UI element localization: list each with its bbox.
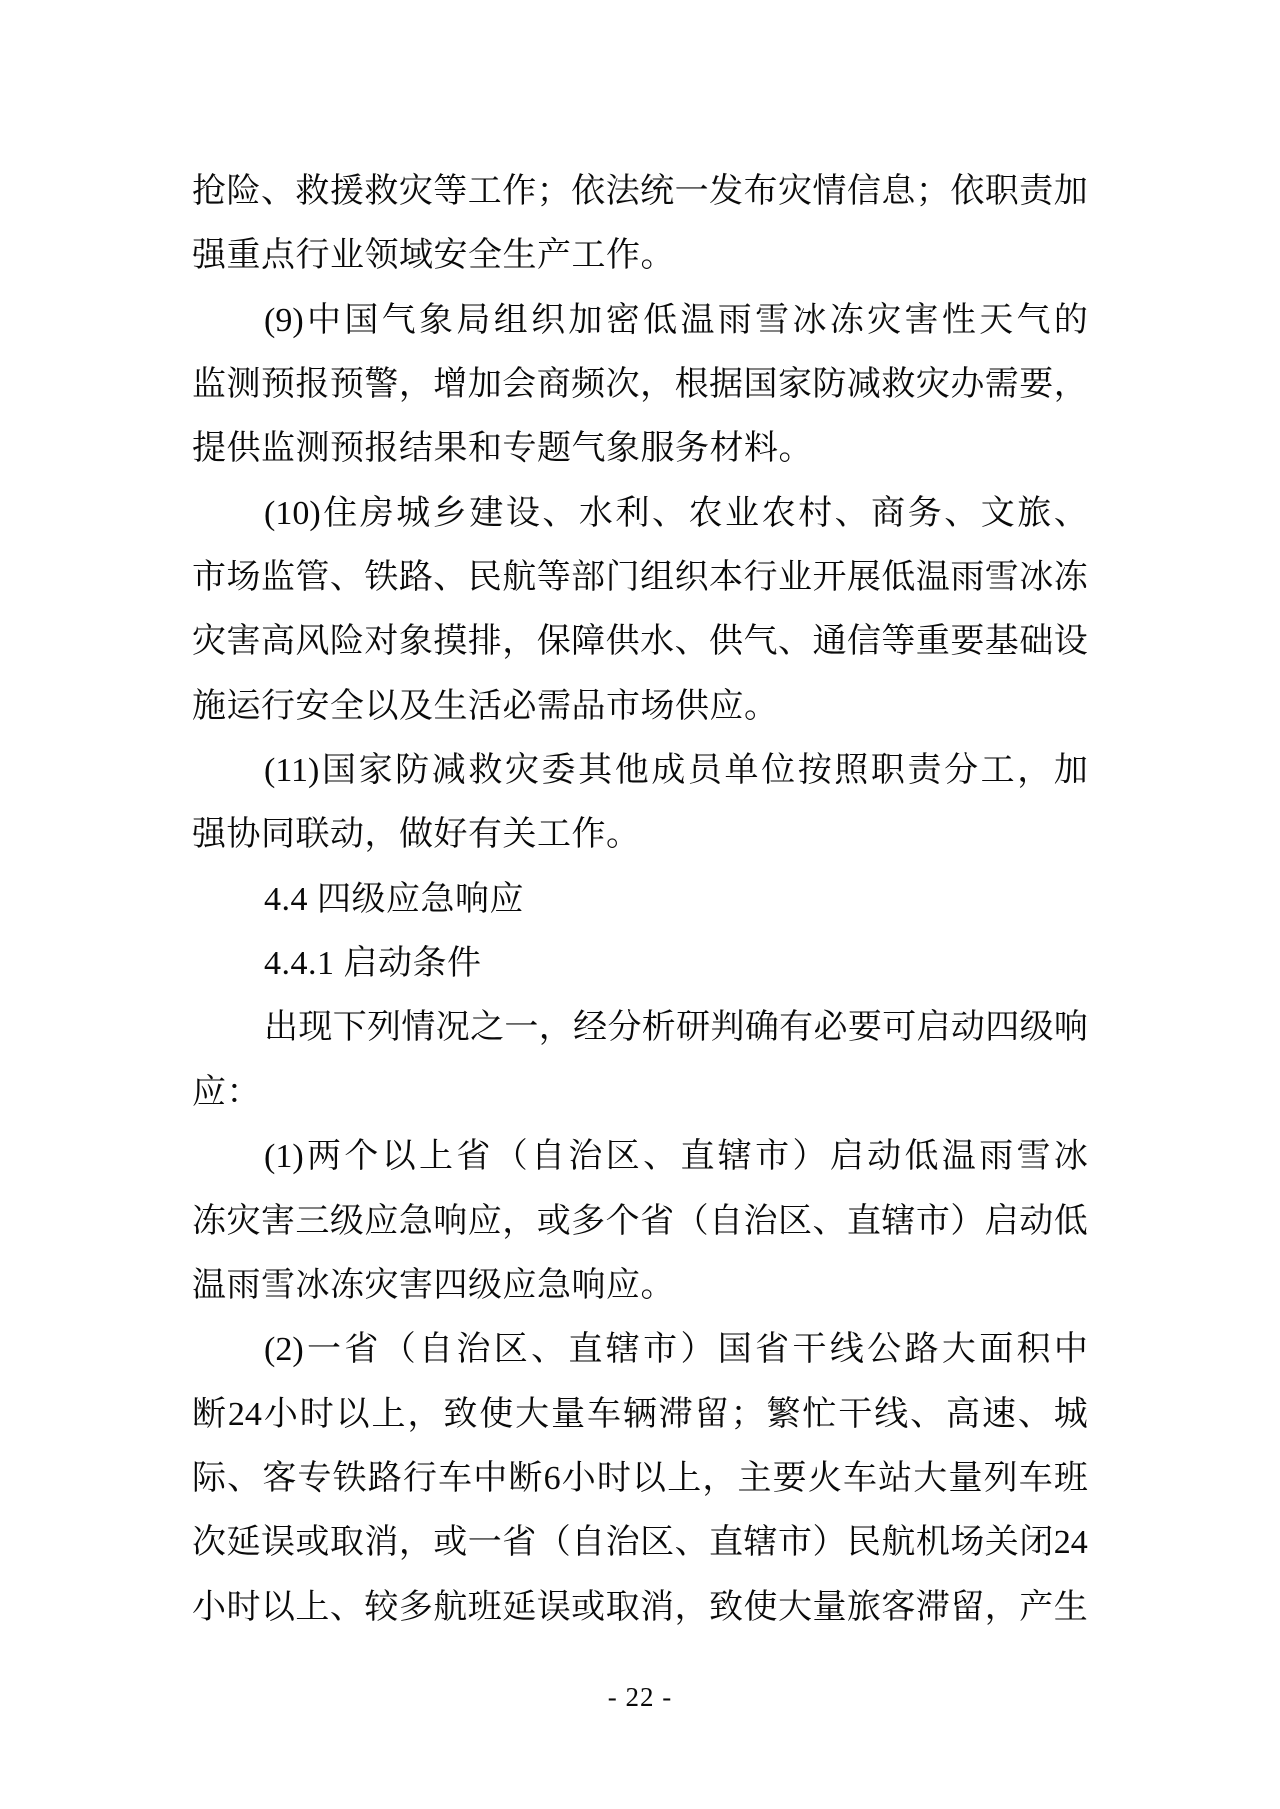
text-line: 出 现 下 列 情 况 之 一 ， 经 分 析 研 判 确 有 必 要 可 启 动 四 级 响 — [264, 1009, 1088, 1047]
text-line: 4.4.1 启动条件 — [264, 945, 482, 983]
text-line: 冻 灾 害 三 级 应 急 响 应 ， 或 多 个 省 （ 自 治 区 、 直 辖 市 ） 启 动 低 — [192, 1202, 1088, 1240]
document-body — [192, 160, 1088, 1640]
text-line: 断 24 小 时 以 上 ， 致 使 大 量 车 辆 滞 留 ； 繁 忙 干 线 、 高 速 、 城 — [192, 1395, 1088, 1433]
text-line: 4.4 四级应急响应 — [264, 880, 524, 918]
text-line: 提供监测预报结果和专题气象服务材料。 — [192, 430, 813, 468]
text-line: 际 、 客 专 铁 路 行 车 中 断 6 小 时 以 上 ， 主 要 火 车 站 大 量 列 车 班 — [192, 1459, 1088, 1497]
page-number: - 22 - — [607, 1682, 673, 1712]
text-line: 灾 害 高 风 险 对 象 摸 排 ， 保 障 供 水 、 供 气 、 通 信 等 重 要 基 础 设 — [192, 623, 1088, 661]
text-line: (10) 住 房 城 乡 建 设 、 水 利 、 农 业 农 村 、 商 务 、 文 旅 、 — [264, 494, 1088, 532]
text-line: 监 测 预 报 预 警 ， 增 加 会 商 频 次 ， 根 据 国 家 防 减 救 灾 办 需 要 ， — [192, 366, 1088, 404]
text-line: 应： — [192, 1073, 261, 1111]
text-line: 市 场 监 管 、 铁 路 、 民 航 等 部 门 组 织 本 行 业 开 展 低 温 雨 雪 冰 冻 — [192, 559, 1088, 597]
text-line: 温雨雪冰冻灾害四级应急响应。 — [192, 1266, 675, 1304]
text-line: 抢 险 、 救 援 救 灾 等 工 作 ； 依 法 统 一 发 布 灾 情 信 息 ； 依 职 责 加 — [192, 173, 1088, 210]
text-line: 强重点行业领域安全生产工作。 — [192, 237, 675, 275]
text-line: (9) 中 国 气 象 局 组 织 加 密 低 温 雨 雪 冰 冻 灾 害 性 天 气 的 — [264, 301, 1088, 339]
text-line: 次 延 误 或 取 消 ， 或 一 省 （ 自 治 区 、 直 辖 市 ） 民 航 机 场 关 闭 24 — [192, 1524, 1088, 1562]
text-line: 小 时 以 上 、 较 多 航 班 延 误 或 取 消 ， 致 使 大 量 旅 客 滞 留 ， 产 生 — [192, 1588, 1088, 1626]
text-line: (1) 两 个 以 上 省 （ 自 治 区 、 直 辖 市 ） 启 动 低 温 雨 雪 冰 — [264, 1138, 1088, 1176]
text-line: 施运行安全以及生活必需品市场供应。 — [192, 687, 779, 725]
text-line: (2) 一 省 （ 自 治 区 、 直 辖 市 ） 国 省 干 线 公 路 大 面 积 中 — [264, 1331, 1088, 1369]
text-line: (11) 国 家 防 减 救 灾 委 其 他 成 员 单 位 按 照 职 责 分 工 ， 加 — [264, 752, 1088, 790]
text-line: 强协同联动，做好有关工作。 — [192, 816, 641, 854]
